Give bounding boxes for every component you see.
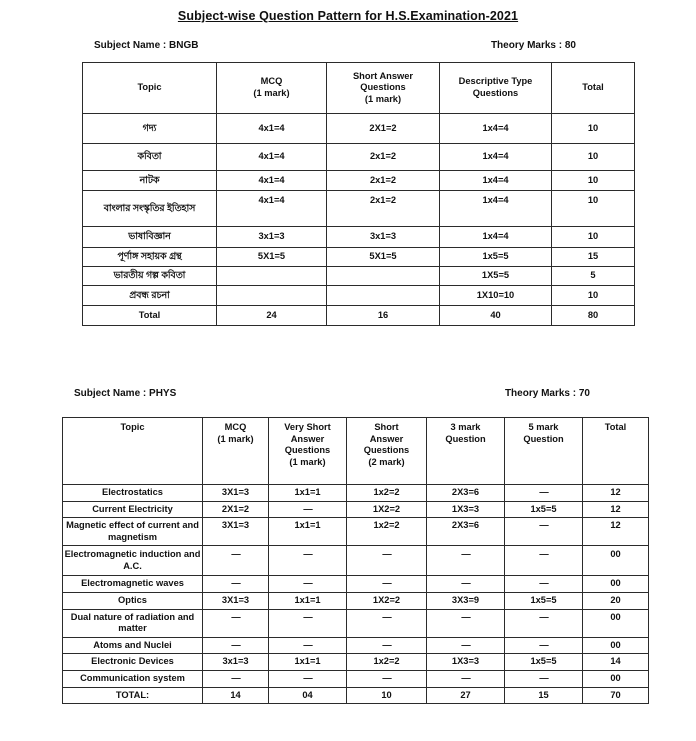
header-line: (1 mark)	[253, 88, 290, 98]
table-row	[63, 609, 649, 637]
header-line: 5 mark	[528, 422, 559, 432]
table-row	[83, 286, 635, 306]
cell-topic: Electromagnetic induction and A.C.	[63, 546, 203, 576]
table-row	[63, 593, 649, 610]
header-line: Question	[445, 433, 486, 444]
cell-short-answer: 2x1=2	[327, 144, 440, 171]
cell-topic: Optics	[63, 593, 203, 610]
cell-topic: ভারতীয় গল্প কবিতা	[83, 267, 217, 286]
table-total-row	[83, 306, 635, 326]
cell-short-answer: 1x2=2	[347, 485, 427, 502]
cell-topic: পূর্ণাঙ্গ সহায়ক গ্রন্থ	[83, 248, 217, 267]
cell-total: 10	[552, 286, 635, 306]
cell-short-answer: —	[347, 609, 427, 637]
column-header-5-mark	[505, 418, 583, 485]
cell-very-short-answer: —	[269, 671, 347, 688]
header-line: Total	[582, 82, 604, 93]
subject-header-phys	[62, 388, 648, 399]
cell-mcq: 4x1=4	[217, 171, 327, 191]
cell-total: 00	[583, 576, 649, 593]
table-row	[83, 144, 635, 171]
column-header-total	[583, 418, 649, 485]
cell-short-answer: 3x1=3	[327, 227, 440, 248]
table-row	[83, 191, 635, 227]
cell-mcq: 4x1=4	[217, 114, 327, 144]
cell-descriptive-total: 40	[440, 306, 552, 326]
cell-3-mark: 1X3=3	[427, 654, 505, 671]
cell-mcq: 3x1=3	[203, 654, 269, 671]
header-line: MCQ	[260, 76, 283, 87]
cell-very-short-answer: 1x1=1	[269, 654, 347, 671]
theory-marks-phys: Theory Marks : 70	[504, 388, 590, 399]
cell-3-mark: 2X3=6	[427, 485, 505, 502]
cell-topic: গদ্য	[83, 114, 217, 144]
cell-short-answer: 2x1=2	[327, 171, 440, 191]
page-title: Subject-wise Question Pattern for H.S.Examination-2021	[177, 9, 519, 23]
cell-short-answer-total: 10	[347, 687, 427, 704]
cell-total: 10	[552, 114, 635, 144]
table-row	[83, 227, 635, 248]
cell-5-mark: 1x5=5	[505, 654, 583, 671]
column-header-short-answer	[327, 63, 440, 114]
header-line: Topic	[137, 82, 162, 93]
cell-total: 20	[583, 593, 649, 610]
table-row	[63, 654, 649, 671]
cell-mcq: 5X1=5	[217, 248, 327, 267]
cell-mcq	[217, 267, 327, 286]
cell-topic: কবিতা	[83, 144, 217, 171]
cell-3-mark: 3X3=9	[427, 593, 505, 610]
cell-descriptive: 1x4=4	[440, 144, 552, 171]
column-header-mcq	[217, 63, 327, 114]
header-line: 3 mark	[450, 422, 481, 432]
cell-5-mark: 1x5=5	[505, 501, 583, 518]
column-header-topic	[63, 418, 203, 485]
header-line: Question	[523, 433, 564, 444]
table-row	[63, 501, 649, 518]
cell-descriptive: 1X5=5	[440, 267, 552, 286]
cell-mcq-total: 14	[203, 687, 269, 704]
cell-topic: প্রবন্ধ রচনা	[83, 286, 217, 306]
table-row	[63, 518, 649, 546]
column-header-3-mark	[427, 418, 505, 485]
cell-3-mark: —	[427, 637, 505, 654]
cell-mcq	[217, 286, 327, 306]
table-row	[63, 671, 649, 688]
cell-topic: Communication system	[63, 671, 203, 688]
cell-very-short-answer: 1x1=1	[269, 518, 347, 546]
cell-mcq-total: 24	[217, 306, 327, 326]
cell-topic: Current Electricity	[63, 501, 203, 518]
cell-very-short-answer: —	[269, 576, 347, 593]
header-line: Answer	[290, 433, 325, 444]
cell-mcq: 2X1=2	[203, 501, 269, 518]
question-pattern-table-bngb	[82, 62, 635, 326]
table-total-row	[63, 687, 649, 704]
cell-topic: নাটক	[83, 171, 217, 191]
cell-total: 00	[583, 609, 649, 637]
cell-mcq: —	[203, 576, 269, 593]
cell-mcq: 4x1=4	[217, 144, 327, 171]
theory-marks-bngb: Theory Marks : 80	[490, 40, 576, 51]
cell-mcq: —	[203, 671, 269, 688]
table-row	[63, 485, 649, 502]
table-header-row	[83, 63, 635, 114]
cell-5-mark: —	[505, 485, 583, 502]
cell-short-answer: 1X2=2	[347, 593, 427, 610]
header-line: Questions	[472, 88, 519, 98]
cell-total: 14	[583, 654, 649, 671]
header-line: Questions	[284, 445, 331, 456]
cell-total: 10	[552, 171, 635, 191]
cell-mcq: 3X1=3	[203, 485, 269, 502]
cell-very-short-answer: —	[269, 637, 347, 654]
cell-total: 12	[583, 501, 649, 518]
cell-topic: Electrostatics	[63, 485, 203, 502]
cell-3-mark: 1X3=3	[427, 501, 505, 518]
cell-descriptive: 1x4=4	[440, 114, 552, 144]
cell-topic: Atoms and Nuclei	[63, 637, 203, 654]
header-line: MCQ	[224, 422, 247, 432]
header-line: (1 mark)	[289, 456, 326, 467]
cell-short-answer-total: 16	[327, 306, 440, 326]
cell-mcq: 3X1=3	[203, 518, 269, 546]
header-line: Answer	[369, 433, 404, 444]
question-pattern-table-phys	[62, 417, 649, 704]
header-line: Total	[604, 422, 627, 432]
cell-very-short-answer-total: 04	[269, 687, 347, 704]
cell-5-mark: —	[505, 637, 583, 654]
cell-very-short-answer: —	[269, 609, 347, 637]
cell-descriptive: 1X10=10	[440, 286, 552, 306]
cell-5-mark-total: 15	[505, 687, 583, 704]
cell-very-short-answer: 1x1=1	[269, 593, 347, 610]
cell-very-short-answer: —	[269, 546, 347, 576]
cell-3-mark: —	[427, 671, 505, 688]
cell-mcq: 3X1=3	[203, 593, 269, 610]
cell-topic: বাংলার সংস্কৃতির ইতিহাস	[83, 191, 217, 227]
table-row	[63, 637, 649, 654]
cell-short-answer: —	[347, 546, 427, 576]
cell-descriptive: 1x4=4	[440, 227, 552, 248]
cell-5-mark: —	[505, 518, 583, 546]
cell-short-answer: 1x2=2	[347, 518, 427, 546]
header-line: (2 mark)	[368, 456, 405, 467]
header-line: (1 mark)	[217, 433, 254, 444]
cell-3-mark: 2X3=6	[427, 518, 505, 546]
cell-grand-total: 80	[552, 306, 635, 326]
cell-topic-total-label: Total	[83, 306, 217, 326]
header-line: Short Answer	[352, 70, 414, 81]
cell-mcq: —	[203, 546, 269, 576]
cell-grand-total: 70	[583, 687, 649, 704]
header-line: Very Short	[284, 422, 331, 432]
column-header-short-answer	[347, 418, 427, 485]
column-header-mcq	[203, 418, 269, 485]
cell-mcq: —	[203, 637, 269, 654]
cell-very-short-answer: —	[269, 501, 347, 518]
table-row	[83, 267, 635, 286]
cell-total: 12	[583, 518, 649, 546]
cell-mcq: 3x1=3	[217, 227, 327, 248]
cell-short-answer: —	[347, 637, 427, 654]
cell-short-answer: 1X2=2	[347, 501, 427, 518]
subject-name-bngb: Subject Name : BNGB	[94, 40, 199, 51]
cell-short-answer: —	[347, 671, 427, 688]
header-line: Questions	[363, 445, 410, 456]
header-line: Descriptive Type	[458, 76, 533, 87]
cell-very-short-answer: 1x1=1	[269, 485, 347, 502]
header-line: Topic	[120, 422, 145, 432]
cell-5-mark: —	[505, 546, 583, 576]
cell-total: 00	[583, 671, 649, 688]
header-line: Questions	[360, 82, 406, 93]
cell-short-answer	[327, 267, 440, 286]
cell-descriptive: 1x4=4	[440, 171, 552, 191]
cell-3-mark: —	[427, 609, 505, 637]
cell-total: 00	[583, 546, 649, 576]
cell-short-answer	[327, 286, 440, 306]
cell-short-answer: 5X1=5	[327, 248, 440, 267]
cell-descriptive: 1x5=5	[440, 248, 552, 267]
table-row	[63, 546, 649, 576]
cell-short-answer: —	[347, 576, 427, 593]
cell-short-answer: 1x2=2	[347, 654, 427, 671]
cell-topic: Electronic Devices	[63, 654, 203, 671]
cell-total: 10	[552, 144, 635, 171]
cell-total: 5	[552, 267, 635, 286]
subject-header-bngb	[82, 40, 634, 51]
table-row	[83, 114, 635, 144]
cell-topic: Dual nature of radiation and matter	[63, 609, 203, 637]
table-header-row	[63, 418, 649, 485]
column-header-descriptive	[440, 63, 552, 114]
cell-total: 12	[583, 485, 649, 502]
cell-descriptive: 1x4=4	[440, 191, 552, 227]
cell-topic: Electromagnetic waves	[63, 576, 203, 593]
header-line: (1 mark)	[364, 93, 402, 104]
cell-total: 00	[583, 637, 649, 654]
header-line: Short	[374, 422, 399, 432]
table-row	[83, 171, 635, 191]
cell-short-answer: 2x1=2	[327, 191, 440, 227]
cell-topic: Magnetic effect of current and magnetism	[63, 518, 203, 546]
cell-mcq: —	[203, 609, 269, 637]
cell-short-answer: 2X1=2	[327, 114, 440, 144]
cell-total: 15	[552, 248, 635, 267]
cell-topic: ভাষাবিজ্ঞান	[83, 227, 217, 248]
column-header-very-short-answer	[269, 418, 347, 485]
cell-total: 10	[552, 227, 635, 248]
cell-5-mark: 1x5=5	[505, 593, 583, 610]
table-row	[63, 576, 649, 593]
cell-5-mark: —	[505, 671, 583, 688]
cell-3-mark: —	[427, 576, 505, 593]
cell-5-mark: —	[505, 576, 583, 593]
cell-3-mark-total: 27	[427, 687, 505, 704]
column-header-topic	[83, 63, 217, 114]
cell-3-mark: —	[427, 546, 505, 576]
subject-name-phys: Subject Name : PHYS	[74, 388, 177, 399]
cell-total: 10	[552, 191, 635, 227]
cell-topic-total-label: TOTAL:	[63, 687, 203, 704]
cell-mcq: 4x1=4	[217, 191, 327, 227]
column-header-total	[552, 63, 635, 114]
cell-5-mark: —	[505, 609, 583, 637]
table-row	[83, 248, 635, 267]
